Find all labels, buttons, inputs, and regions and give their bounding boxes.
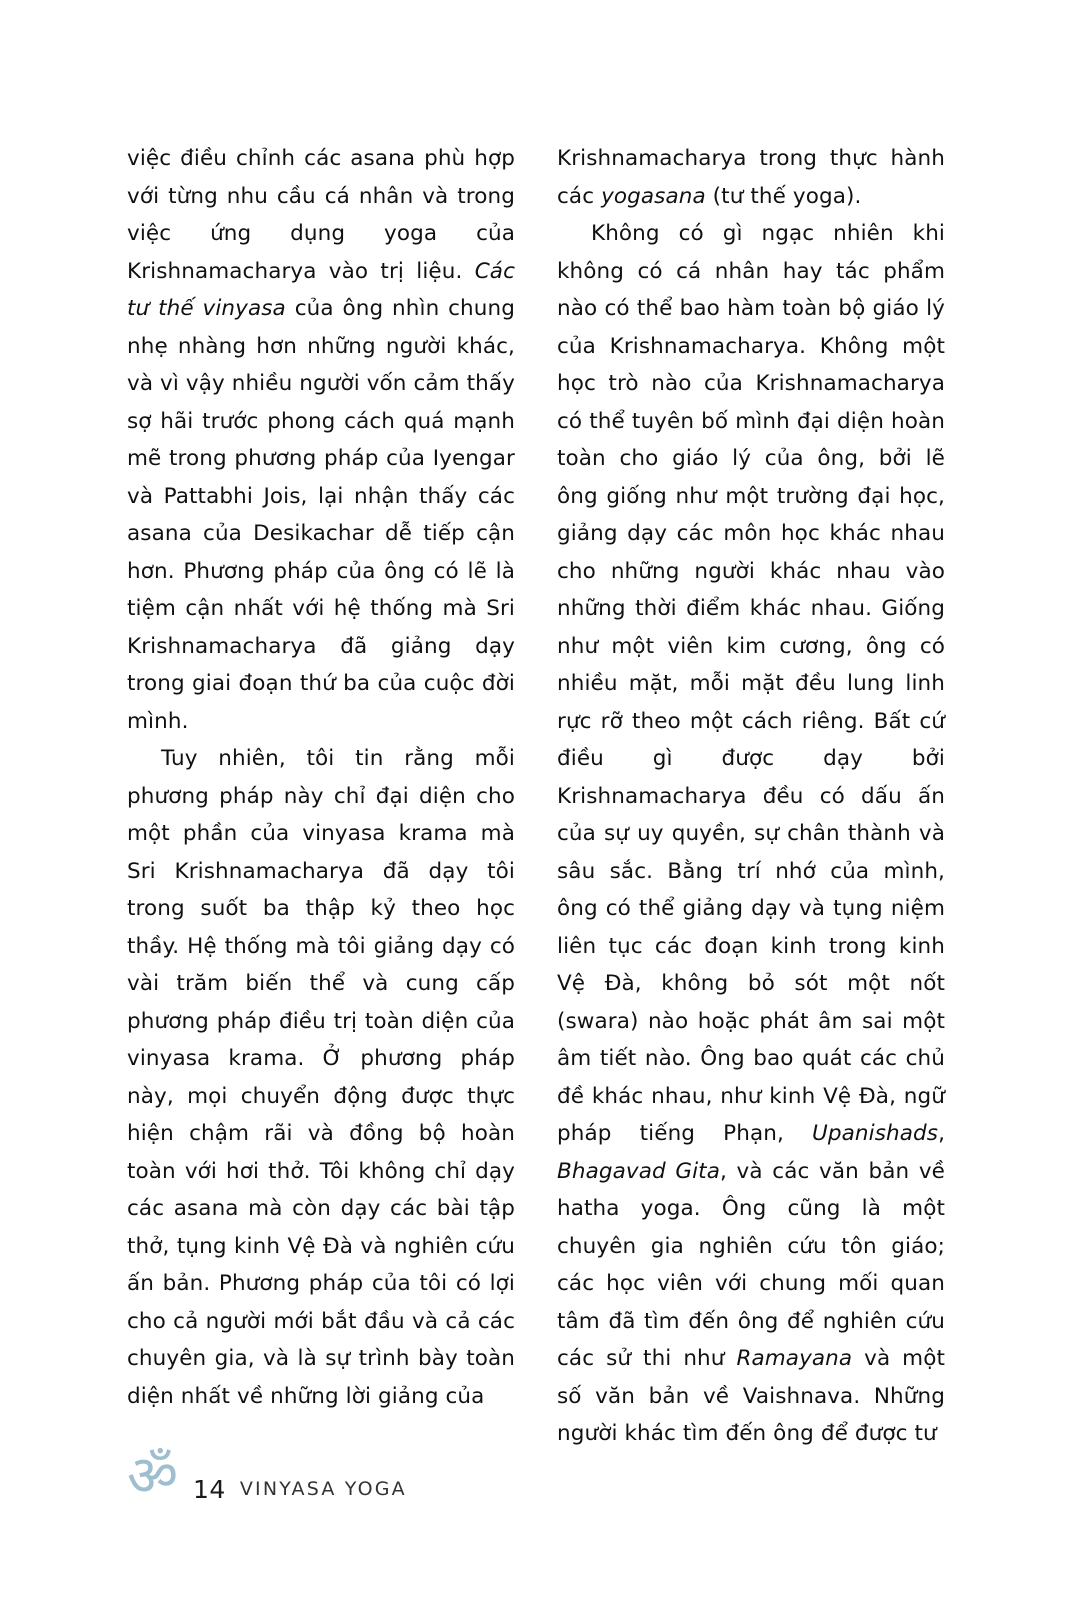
body-text: Không có gì ngạc nhiên khi không có cá nhân hay tác phẩm nào có thể bao hàm toàn bộ giáo lý của Krishnamacharya. Không một học trò nào của Krishnamacharya có thể tuyên bố mình đại diện hoàn toàn cho giáo lý của ông, bởi lẽ ông giống như một trường đại học, giảng dạy các môn học khác nhau cho những người khác nhau vào những thời điểm khác nhau. Giống như một viên kim cương, ông có nhiều mặt, mỗi mặt đều lung linh rực rỡ theo một cách riêng. Bất cứ điều gì được dạy bởi Krishnamacharya đều có dấu ấn của sự uy quyền, sự chân thành và sâu sắc. Bằng trí nhớ của mình, ông có thể giảng dạy và tụng niệm liên tục các đoạn kinh trong kinh Vệ Đà, không bỏ sót một nốt (swara) nào hoặc phát âm sai một âm tiết nào. Ông bao quát các chủ đề khác nhau, như kinh Vệ Đà, ngữ pháp tiếng Phạn, [557, 221, 945, 1146]
om-icon: ॐ [127, 1444, 179, 1509]
emphasis-text: Upanishads [812, 1121, 939, 1146]
page-number: 14 [193, 1474, 226, 1504]
emphasis-text: Ramayana [736, 1346, 853, 1371]
running-head: VINYASA YOGA [239, 1478, 407, 1500]
body-text: , và các văn bản về hatha yoga. Ông cũng là một chuyên gia nghiên cứu tôn giáo; các học viên với chung mối quan tâm đã tìm đến ông để nghiên cứu các sử thi như [557, 1158, 946, 1371]
left-column [127, 140, 515, 1453]
paragraph [127, 140, 515, 740]
body-text: Krishnamacharya trong thực hành các [557, 146, 945, 209]
right-column [557, 140, 945, 1453]
emphasis-text: Các tư thế vinyasa [127, 258, 515, 321]
body-text: Tuy nhiên, tôi tin rằng mỗi phương pháp này chỉ đại diện cho một phần của vinyasa krama mà Sri Krishnamacharya đã dạy tôi trong suốt ba thập kỷ theo học thầy. Hệ thống mà tôi giảng dạy có vài trăm biến thể và cung cấp phương pháp điều trị toàn diện của vinyasa krama. Ở phương pháp này, mọi chuyển động được thực hiện chậm rãi và đồng bộ hoàn toàn với hơi thở. Tôi không chỉ dạy các asana mà còn dạy các bài tập thở, tụng kinh Vệ Đà và nghiên cứu ấn bản. Phương pháp của tôi có lợi cho cả người mới bắt đầu và cả các chuyên gia, và là sự trình bày toàn diện nhất về những lời giảng của [127, 746, 515, 1409]
two-column-body [127, 140, 945, 1453]
page-footer [127, 1444, 407, 1515]
body-text: việc điều chỉnh các asana phù hợp với từng nhu cầu cá nhân và trong việc ứng dụng yoga của Krishnamacharya vào trị liệu. [127, 146, 515, 284]
body-text: của ông nhìn chung nhẹ nhàng hơn những người khác, và vì vậy nhiều người vốn cảm thấy sợ hãi trước phong cách quá mạnh mẽ trong phương pháp của Iyengar và Pattabhi Jois, lại nhận thấy các asana của Desikachar dễ tiếp cận hơn. Phương pháp của ông có lẽ là tiệm cận nhất với hệ thống mà Sri Krishnamacharya đã giảng dạy trong giai đoạn thứ ba của cuộc đời mình. [127, 296, 515, 734]
paragraph [557, 140, 945, 215]
paragraph [127, 740, 515, 1415]
body-text: và một số văn bản về Vaishnava. Những người khác tìm đến ông để được tư [557, 1346, 946, 1446]
emphasis-text: yogasana [601, 183, 706, 209]
emphasis-text: Bhagavad Gita [557, 1158, 720, 1184]
body-text: , [938, 1121, 945, 1146]
body-text: (tư thế yoga). [705, 183, 862, 209]
paragraph [557, 215, 945, 1453]
